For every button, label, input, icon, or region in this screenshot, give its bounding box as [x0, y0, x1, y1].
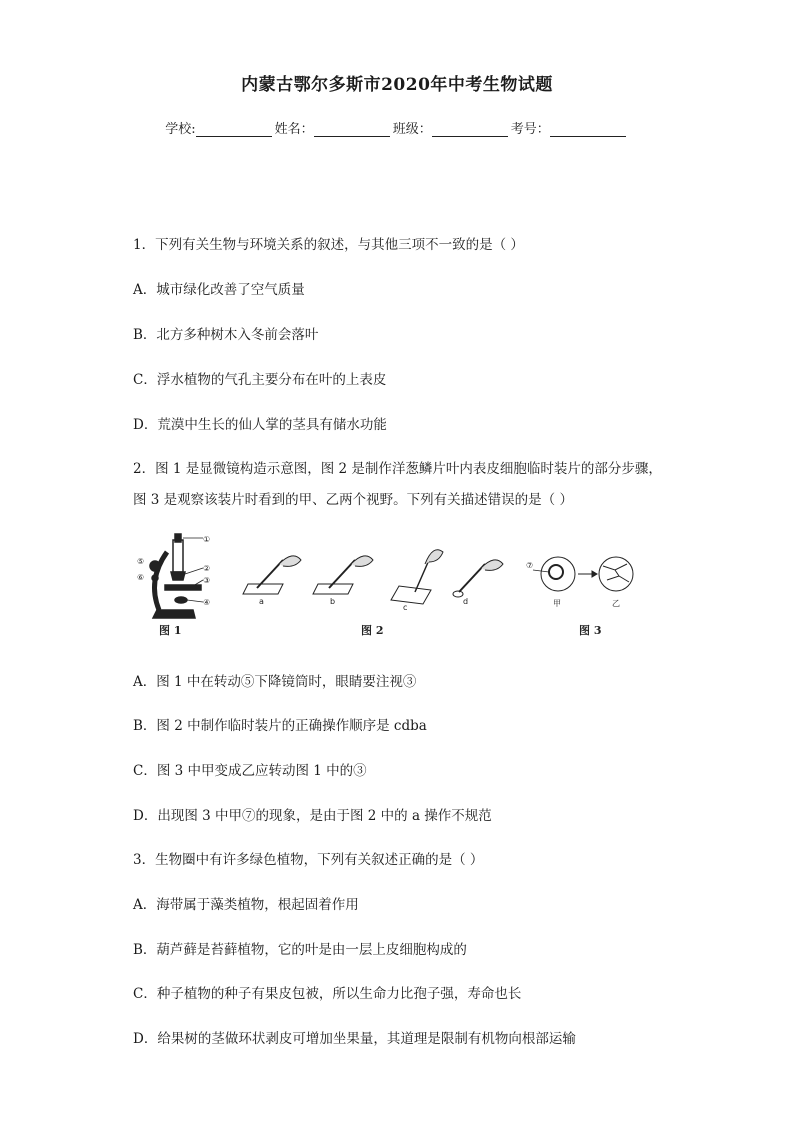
fig3-yi-label: 乙	[612, 599, 620, 608]
step-b-label: b	[330, 597, 336, 606]
q2-figure-svg	[133, 530, 653, 645]
q1-option-d[interactable]: D．荒漠中生长的仙人掌的茎具有储水功能	[133, 417, 387, 433]
class-label: 班级：	[392, 122, 432, 137]
fig1-num-5: ⑤	[137, 557, 145, 566]
q2-option-a[interactable]: A．图 1 中在转动⑤下降镜筒时，眼睛要注视③	[133, 674, 417, 690]
fig1-num-2: ②	[203, 564, 211, 573]
fig3-label: 图 3	[579, 624, 602, 637]
step-a-label: a	[259, 597, 264, 606]
exam-no-label: 考号：	[510, 122, 550, 137]
fig2-label: 图 2	[361, 624, 384, 637]
q3-option-a[interactable]: A．海带属于藻类植物，根起固着作用	[133, 897, 359, 913]
q3-option-c[interactable]: C．种子植物的种子有果皮包被，所以生命力比孢子强，寿命也长	[133, 986, 522, 1002]
microscope-figure	[150, 534, 203, 618]
step-d-label: d	[463, 597, 469, 606]
fig3-jia-label: 甲	[553, 599, 561, 608]
q3-stem: 3．生物圈中有许多绿色植物，下列有关叙述正确的是（ ）	[133, 852, 484, 868]
fig3-num-7: ⑦	[526, 561, 534, 570]
fig1-num-4: ④	[203, 598, 211, 607]
fig1-label: 图 1	[159, 624, 182, 637]
page-title: 内蒙古鄂尔多斯市2020年中考生物试题	[241, 75, 553, 95]
school-label: 学校:	[165, 122, 196, 137]
slide-steps-figure	[243, 550, 503, 604]
student-info-row	[0, 118, 794, 137]
q2-figure	[133, 530, 653, 645]
q1-option-a[interactable]: A．城市绿化改善了空气质量	[133, 282, 305, 298]
fig1-num-1: ①	[203, 535, 211, 544]
q2-stem-line1: 2．图 1 是显微镜构造示意图，图 2 是制作洋葱鳞片叶内表皮细胞临时装片的部分步骤，	[133, 461, 662, 477]
q2-option-b[interactable]: B．图 2 中制作临时装片的正确操作顺序是 cdba	[133, 718, 427, 734]
fig1-num-3: ③	[203, 576, 211, 585]
q1-option-c[interactable]: C．浮水植物的气孔主要分布在叶的上表皮	[133, 372, 387, 388]
q2-stem-line2: 图 3 是观察该装片时看到的甲、乙两个视野。下列有关描述错误的是（ ）	[133, 492, 573, 508]
class-blank[interactable]	[432, 122, 508, 137]
school-blank[interactable]	[196, 122, 272, 137]
field-of-view-figure	[533, 557, 633, 591]
fig1-num-6: ⑥	[137, 573, 145, 582]
q1-option-b[interactable]: B．北方多种树木入冬前会落叶	[133, 327, 319, 343]
q1-stem: 1．下列有关生物与环境关系的叙述，与其他三项不一致的是（ ）	[133, 237, 524, 253]
name-label: 姓名：	[274, 122, 314, 137]
exam-no-blank[interactable]	[550, 122, 626, 137]
q3-option-b[interactable]: B．葫芦藓是苔藓植物，它的叶是由一层上皮细胞构成的	[133, 942, 467, 958]
q2-option-d[interactable]: D．出现图 3 中甲⑦的现象，是由于图 2 中的 a 操作不规范	[133, 808, 492, 824]
q3-option-d[interactable]: D．给果树的茎做环状剥皮可增加坐果量，其道理是限制有机物向根部运输	[133, 1031, 576, 1047]
q2-option-c[interactable]: C．图 3 中甲变成乙应转动图 1 中的③	[133, 763, 367, 779]
step-c-label: c	[403, 603, 408, 612]
name-blank[interactable]	[314, 122, 390, 137]
